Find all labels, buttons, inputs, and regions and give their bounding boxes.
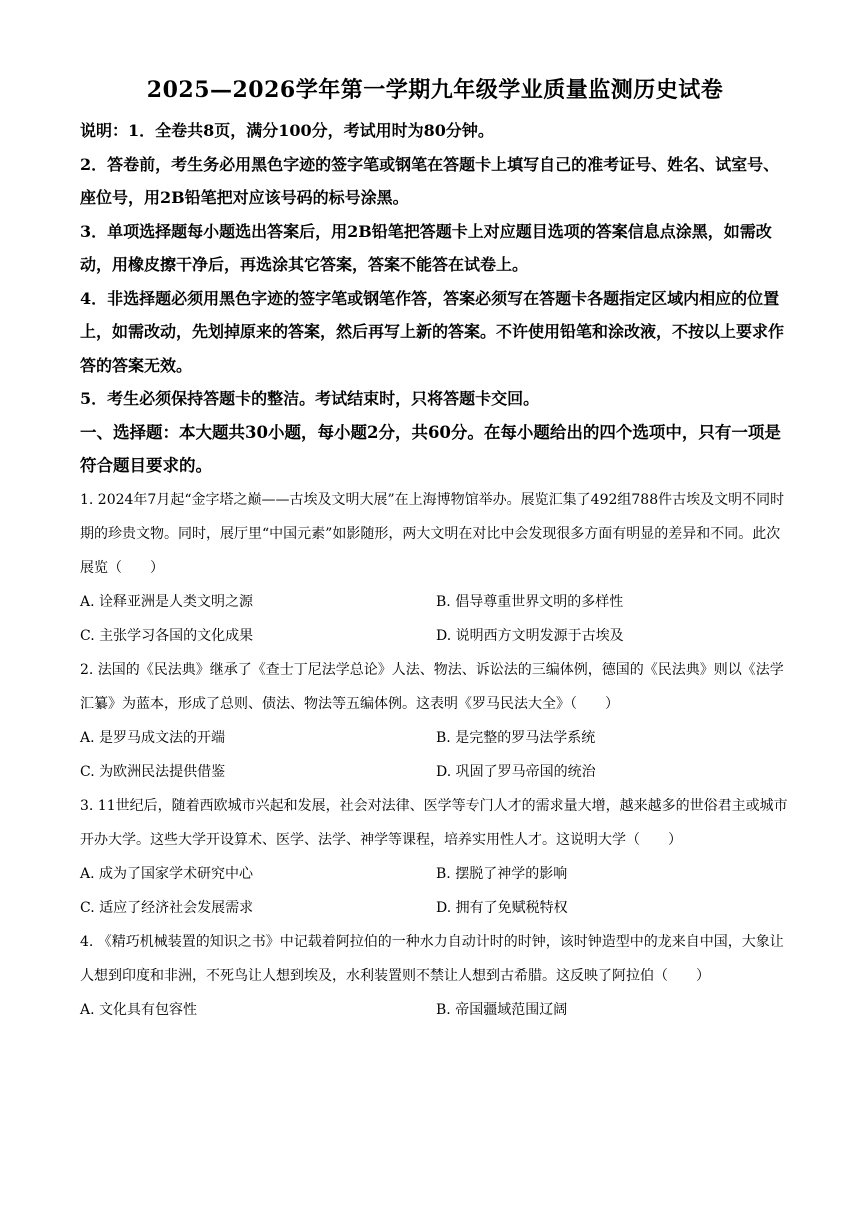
option-a: A. 是罗马成文法的开端 bbox=[80, 729, 226, 746]
option-list bbox=[80, 721, 790, 789]
exam-title: 2025—2026学年第一学期九年级学业质量监测历史试卷 bbox=[146, 77, 724, 103]
option-list bbox=[80, 993, 790, 1027]
option-a: A. 文化具有包容性 bbox=[80, 1001, 198, 1018]
question-stem: 1. 2024年7月起“金字塔之巅——古埃及文明大展”在上海博物馆举办。展览汇集了492组788件古埃及文明不同时期的珍贵文物。同时，展厅里“中国元素”如影随形，两大文明在对比中会发现很多方面有明显的差异和不同。此次展览（ ） bbox=[80, 491, 785, 576]
option-c: C. 主张学习各国的文化成果 bbox=[80, 627, 254, 644]
option-list bbox=[80, 585, 790, 653]
question-stem: 2. 法国的《民法典》继承了《查士丁尼法学总论》人法、物法、诉讼法的三编体例，德国的《民法典》则以《法学汇纂》为蓝本，形成了总则、债法、物法等五编体例。这表明《罗马民法大全》（ ） bbox=[80, 661, 784, 712]
option-list bbox=[80, 857, 790, 925]
question-3 bbox=[80, 789, 790, 925]
option-a: A. 成为了国家学术研究中心 bbox=[80, 865, 254, 882]
question-stem: 4. 《精巧机械装置的知识之书》中记载着阿拉伯的一种水力自动计时的时钟，该时钟造型中的龙来自中国，大象让人想到印度和非洲，不死鸟让人想到埃及，水利装置则不禁让人想到古希腊。这反映了阿拉伯（ ） bbox=[80, 933, 784, 984]
option-b: B. 倡导尊重世界文明的多样性 bbox=[436, 593, 624, 610]
instruction-4: 4．非选择题必须用黑色字迹的签字笔或钢笔作答，答案必须写在答题卡各题指定区域内相应的位置上，如需改动，先划掉原来的答案，然后再写上新的答案。不许使用铅笔和涂改液，不按以上要求作答的答案无效。 bbox=[80, 288, 785, 375]
option-b: B. 帝国疆域范围辽阔 bbox=[436, 1001, 568, 1018]
option-b: B. 摆脱了神学的影响 bbox=[436, 865, 568, 882]
option-d: D. 拥有了免赋税特权 bbox=[436, 899, 568, 916]
question-4 bbox=[80, 925, 790, 1027]
question-1 bbox=[80, 483, 790, 653]
instruction-1: 说明：1．全卷共8页，满分100分，考试用时为80分钟。 bbox=[80, 121, 494, 140]
instruction-2: 2．答卷前，考生务必用黑色字迹的签字笔或钢笔在答题卡上填写自己的准考证号、姓名、试室号、座位号，用2B铅笔把对应该号码的标号涂黑。 bbox=[80, 154, 780, 207]
option-d: D. 说明西方文明发源于古埃及 bbox=[436, 627, 624, 644]
question-stem: 3. 11世纪后，随着西欧城市兴起和发展，社会对法律、医学等专门人才的需求量大增，越来越多的世俗君主或城市开办大学。这些大学开设算术、医学、法学、神学等课程，培养实用性人才。这说明大学（ ） bbox=[80, 797, 788, 848]
option-a: A. 诠释亚洲是人类文明之源 bbox=[80, 593, 254, 610]
option-d: D. 巩固了罗马帝国的统治 bbox=[436, 763, 596, 780]
question-2 bbox=[80, 653, 790, 789]
option-b: B. 是完整的罗马法学系统 bbox=[436, 729, 596, 746]
option-c: C. 为欧洲民法提供借鉴 bbox=[80, 763, 226, 780]
instruction-5: 5．考生必须保持答题卡的整洁。考试结束时，只将答题卡交回。 bbox=[80, 389, 540, 408]
instruction-3: 3．单项选择题每小题选出答案后，用2B铅笔把答题卡上对应题目选项的答案信息点涂黑，如需改动，用橡皮擦干净后，再选涂其它答案，答案不能答在试卷上。 bbox=[80, 221, 772, 274]
section-heading: 一、选择题：本大题共30小题，每小题2分，共60分。在每小题给出的四个选项中，只有一项是符合题目要求的。 bbox=[80, 422, 781, 475]
instructions bbox=[80, 114, 790, 416]
option-c: C. 适应了经济社会发展需求 bbox=[80, 899, 254, 916]
